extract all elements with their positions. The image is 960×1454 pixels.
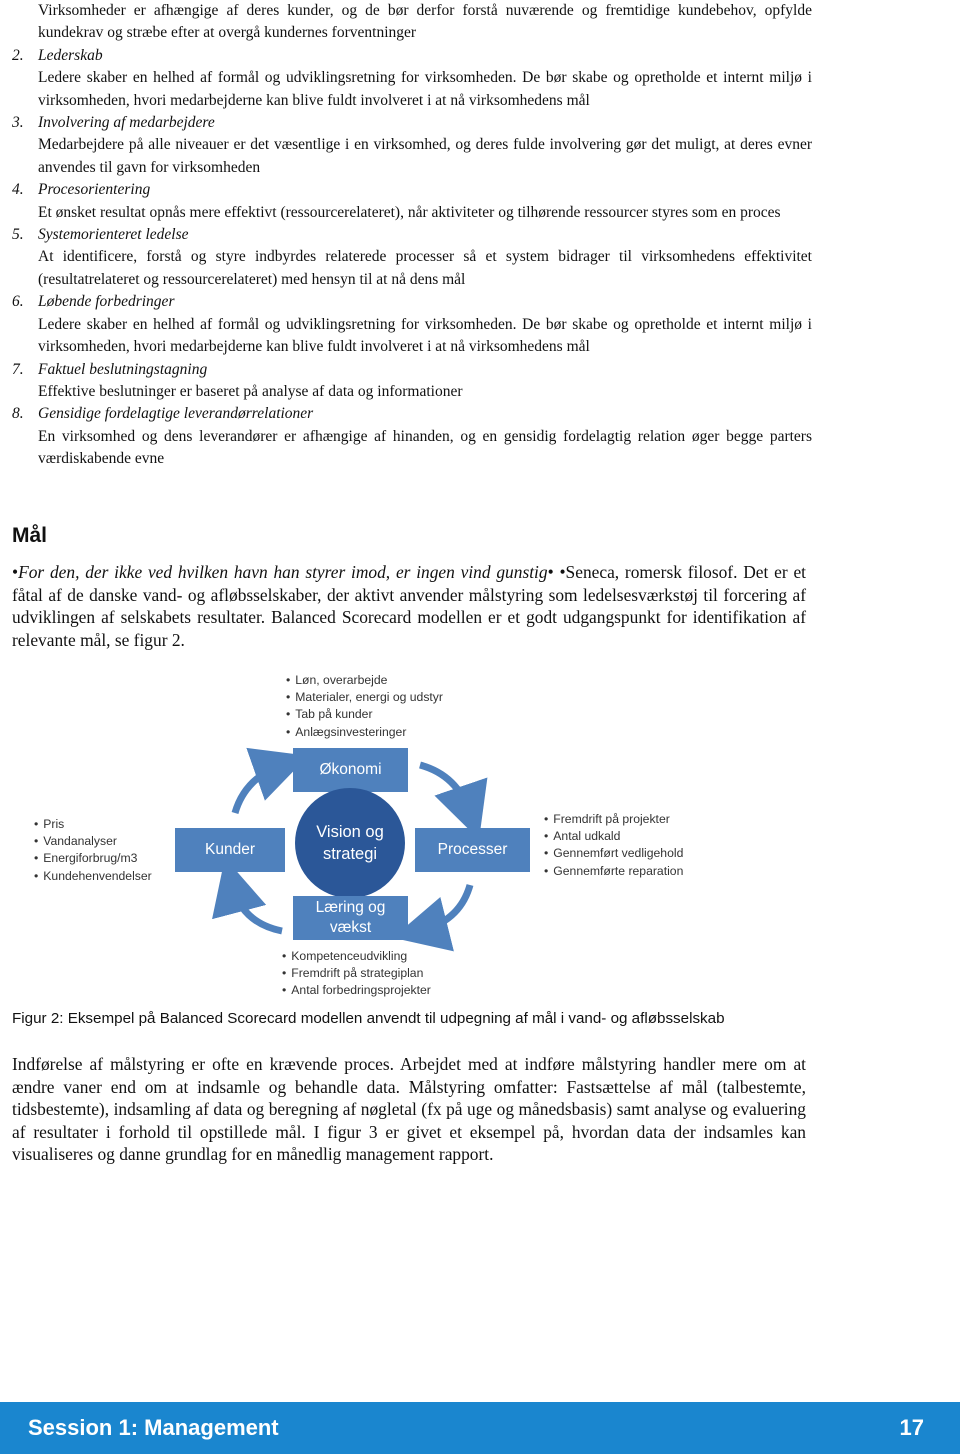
principle-title: Gensidige fordelagtige leverandørrelationer (38, 405, 314, 423)
principle-body: At identificere, forstå og styre indbyrdes relaterede processer så et system bidrager til virksomhedens effektivitet (resultatrelateret og ressourcerelateret) med hensyn til at nå dens mål (38, 248, 812, 288)
list-item: • Kundehenvendelser (34, 868, 152, 885)
principle-number: 7. (12, 360, 24, 378)
arrow-bottom-left (232, 885, 282, 931)
list-item: • Energiforbrug/m3 (34, 850, 152, 867)
economy-box: Økonomi (293, 748, 408, 792)
footer-title: Session 1: Management (28, 1415, 279, 1440)
principle-title: Lederskab (38, 46, 103, 64)
balanced-scorecard-diagram (20, 663, 720, 1003)
learning-list (282, 948, 431, 1000)
page-footer (0, 1402, 960, 1454)
principle-body: Medarbejdere på alle niveauer er det væsentlige i en virksomhed, og deres fulde involvering gør det muligt, at deres evner anvendes til gavn for virksomheden (38, 136, 812, 176)
principle-title: Involvering af medarbejdere (38, 114, 215, 132)
list-item: • Gennemført vedligehold (544, 845, 683, 862)
list-item: • Løn, overarbejde (286, 672, 443, 689)
principle-body: En virksomhed og dens leverandører er afhængige af hinanden, og en gensidig fordelagtig relation øger begge parters værdiskabende evne (38, 427, 812, 468)
goal-paragraph-text: Det er et fåtal af de danske vand- og afløbsselskaber, der aktivt anvender målstyring som ledelsesværkstøj til forcering af udviklingen af selskabets resultater. Balanced Scorecard modellen er et godt udgangspunkt for identifikation af relevante mål, se figur 2. (12, 562, 806, 650)
processes-box: Processer (415, 828, 530, 872)
list-item: • Vandanalyser (34, 833, 152, 850)
list-item: • Pris (34, 816, 152, 833)
principle-number: 8. (12, 405, 24, 423)
process-list (544, 811, 683, 880)
vision-strategy-label: Vision og strategi (316, 823, 384, 863)
principle-6 (12, 291, 812, 358)
principle-number: 4. (12, 181, 24, 199)
principle-body: Et ønsket resultat opnås mere effektivt (ressourcerelateret), når aktiviteter og tilhørende ressourcer styres som en proces (38, 203, 781, 221)
page-number: 17 (899, 1415, 924, 1440)
quote-text: For den, der ikke ved hvilken havn han styrer imod, er ingen vind gunstig (18, 562, 548, 582)
principle-4 (12, 179, 812, 224)
principle-number: 2. (12, 46, 24, 64)
vision-strategy-circle (295, 788, 405, 898)
bullet-icon: • (12, 562, 19, 582)
list-item: • Tab på kunder (286, 706, 443, 723)
arrow-right-bottom (420, 885, 470, 931)
list-item: • Antal udkald (544, 828, 683, 845)
goal-paragraph (12, 561, 806, 651)
principle-number: 6. (12, 293, 24, 311)
intro-text: Virksomheder er afhængige af deres kunder, og de bør derfor forstå nuværende og fremtidige kundebehov, opfylde kundekrav og stræbe efter at overgå kundernes forventninger (38, 2, 812, 42)
list-item: • Fremdrift på strategiplan (282, 965, 431, 982)
principle-body: Ledere skaber en helhed af formål og udviklingsretning for virksomheden. De bør skabe og opretholde et internt miljø i virksomheden, hvori medarbejderne kan blive fuldt involveret i at nå virksomhedens mål (38, 315, 812, 356)
closing-paragraph: Indførelse af målstyring er ofte en krævende proces. Arbejdet med at indføre målstyring handler mere om at ændre vaner end om at indsamle og behandle data. Målstyring omfatter: Fastsættelse af mål (talbestemte, tidsbestemte), indsamling af data og beregning af nøgletal (fx på uge og månedsbasis) samt analyse og evaluering af resultater i forhold til opstillede mål. I figur 3 er givet et eksempel på, hvordan data der indsamles kan visualiseres og danne grundlag for en månedlig management rapport. (12, 1054, 806, 1164)
principle-7 (12, 359, 812, 404)
principle-number: 3. (12, 114, 24, 132)
section-heading: Mål (12, 524, 48, 547)
principle-title: Løbende forbedringer (38, 293, 175, 311)
principle-number: 5. (12, 226, 24, 244)
arrow-top-right (420, 765, 470, 813)
principle-body: Effektive beslutninger er baseret på analyse af data og informationer (38, 382, 463, 400)
customers-box: Kunder (175, 828, 285, 872)
quote-attribution: Seneca, romersk filosof. (565, 562, 738, 582)
economy-list (286, 672, 443, 741)
list-item: • Fremdrift på projekter (544, 811, 683, 828)
principle-2 (12, 45, 812, 112)
principle-title: Procesorientering (38, 181, 151, 199)
bullet-icon: • • (547, 562, 566, 582)
principle-5 (12, 224, 812, 291)
list-item: • Gennemførte reparation (544, 863, 683, 880)
principle-title: Faktuel beslutningstagning (38, 360, 208, 378)
figure-caption: Figur 2: Eksempel på Balanced Scorecard modellen anvendt til udpegning af mål i vand- og afløbsselskab (12, 1010, 725, 1027)
list-item: • Anlægsinvesteringer (286, 724, 443, 741)
arrow-left-top (235, 765, 282, 813)
principle-title: Systemorienteret ledelse (38, 226, 189, 244)
list-item: • Antal forbedringsprojekter (282, 982, 431, 999)
principle-3 (12, 112, 812, 179)
principle-8 (12, 403, 812, 470)
list-item: • Materialer, energi og udstyr (286, 689, 443, 706)
list-item: • Kompetenceudvikling (282, 948, 431, 965)
principle-body: Ledere skaber en helhed af formål og udviklingsretning for virksomheden. De bør skabe og opretholde et internt miljø i virksomheden, hvori medarbejderne kan blive fuldt involveret i at nå virksomhedens mål (38, 69, 812, 109)
customer-list (34, 816, 152, 885)
principles-list (12, 0, 812, 471)
learning-growth-box: Læring og vækst (293, 896, 408, 940)
